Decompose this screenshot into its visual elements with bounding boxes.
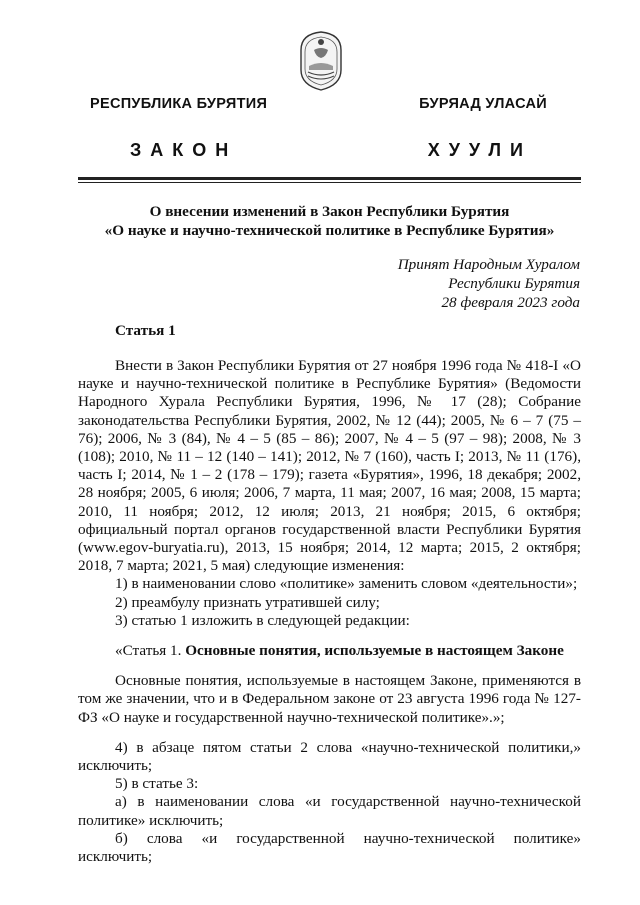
article-heading: Статья 1 <box>115 322 176 339</box>
list-item-2: 2) преамбулу признать утратившей силу; <box>115 593 380 611</box>
list-item-1: 1) в наименовании слово «политике» заменить словом «деятельности»; <box>115 575 578 593</box>
doc-type-left: ЗАКОН <box>130 140 238 160</box>
list-item-5: 5) в статье 3: <box>115 775 199 793</box>
header-divider-thin <box>78 182 581 183</box>
title-line-1: О внесении изменений в Закон Республики Бурятия <box>149 203 510 220</box>
list-item-3: 3) статью 1 изложить в следующей редакции: <box>115 611 410 629</box>
quote-heading: Основные понятия, используемые в настоящем Законе <box>185 642 564 660</box>
doc-type-right: ХУУЛИ <box>427 140 532 160</box>
adopted-line-3: 28 февраля 2023 года <box>441 294 580 311</box>
adopted-line-2: Республики Бурятия <box>448 275 580 292</box>
quoted-article-body: Основные понятия, используемые в настоящем Законе, применяются в том же значении, что и в Федеральном законе от 23 августа 1996 года № 127-ФЗ «О науке и государственной научно-технической политике».»; <box>78 672 581 726</box>
list-item-4: 4) в абзаце пятом статьи 2 слова «научно-технической политики,» исключить; <box>78 738 581 775</box>
coat-of-arms-icon <box>296 30 346 92</box>
adopted-line-1: Принят Народным Хуралом <box>397 256 580 273</box>
header-right: БУРЯАД УЛАСАЙ <box>419 96 547 112</box>
quoted-article-heading <box>78 642 581 660</box>
paragraph-intro: Внести в Закон Республики Бурятия от 27 ноября 1996 года № 418-I «О науке и научно-технической политике в Республике Бурятия» (Ведомости Народного Хурала Республики Бурятия, 1996, № 17 (28); Собрание законодательства Республики Бурятия, 2002, № 12 (44); 2005, № 6 – 7 (75 – 76); 2006, № 3 (84), № 4 – 5 (85 – 86); 2007, № 4 – 5 (97 – 98); 2008, № 3 (108); 2010, № 11 – 12 (140 – 141); 2012, № 7 (160), часть I; 2013, № 11 (176), часть I; 2014, № 1 – 2 (178 – 179); газета «Бурятия», 1996, 18 декабря; 2002, 28 ноября; 2005, 6 июля; 2006, 7 марта, 11 мая; 2007, 16 мая; 2008, 15 марта; 2010, 11 ноября; 2012, 12 июля; 2013, 21 ноября; 2015, 6 октября; официальный портал органов государственной власти Республики Бурятия (www.egov-buryatia.ru), 2013, 15 ноября; 2014, 12 марта; 2015, 2 октября; 2018, 7 марта; 2021, 5 мая) следующие изменения: <box>78 357 581 575</box>
header-divider-thick <box>78 177 581 180</box>
header-left: РЕСПУБЛИКА БУРЯТИЯ <box>90 96 268 112</box>
quote-prefix: «Статья 1. <box>115 642 186 660</box>
list-item-5a: а) в наименовании слова «и государственной научно-технической политике» исключить; <box>78 793 581 829</box>
article-body <box>78 357 581 866</box>
list-item-5b: б) слова «и государственной научно-технической политике» исключить; <box>78 829 581 866</box>
title-line-2: «О науке и научно-технической политике в Республике Бурятия» <box>104 222 555 239</box>
document-title <box>78 202 581 240</box>
adoption-note <box>398 255 580 312</box>
